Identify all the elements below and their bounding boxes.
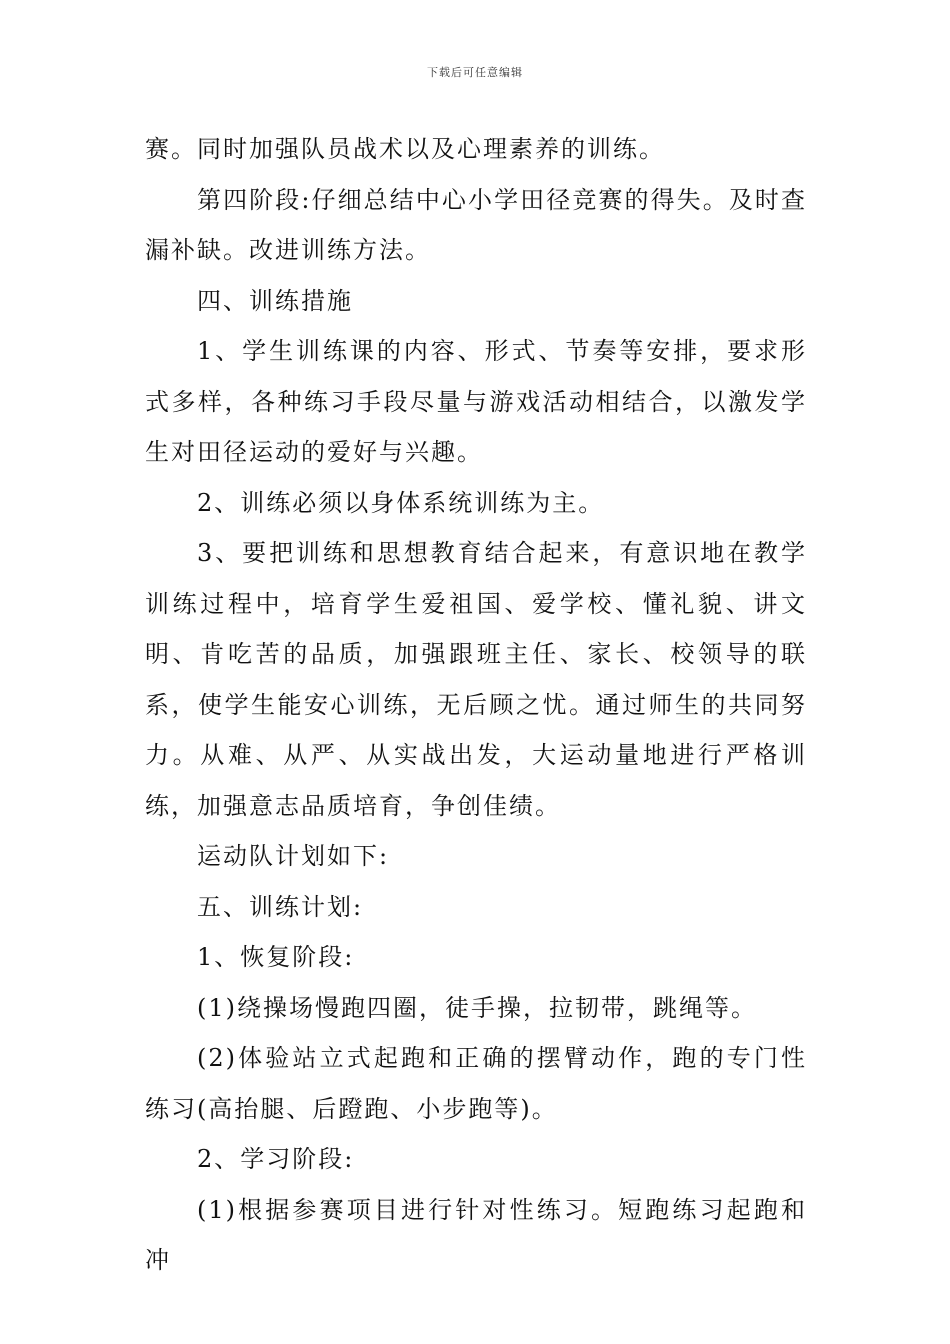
list-item-learning-1: (1)根据参赛项目进行针对性练习。短跑练习起跑和冲: [145, 1195, 807, 1274]
section-heading-training-plan: 五、训练计划:: [197, 892, 364, 921]
header-note: 下载后可任意编辑: [427, 66, 523, 79]
list-item-recovery-1: (1)绕操场慢跑四圈，徒手操，拉韧带，跳绳等。: [197, 993, 757, 1022]
paragraph-measure-2: 2、训练必须以身体系统训练为主。: [197, 488, 605, 517]
paragraph-plan-intro: 运动队计划如下:: [197, 842, 390, 870]
subheading-learning-stage: 2、学习阶段:: [197, 1145, 355, 1173]
paragraph-measure-1: 1、学生训练课的内容、形式、节奏等安排，要求形式多样，各种练习手段尽量与游戏活动相结合，以激发学生对田径运动的爱好与兴趣。: [145, 337, 807, 466]
paragraph-measure-3: 3、要把训练和思想教育结合起来，有意识地在教学训练过程中，培育学生爱祖国、爱学校、懂礼貌、讲文明、肯吃苦的品质，加强跟班主任、家长、校领导的联系，使学生能安心训练，无后顾之忧。通过师生的共同努力。从难、从严、从实战出发，大运动量地进行严格训练，加强意志品质培育，争创佳绩。: [145, 539, 807, 820]
subheading-recovery-stage: 1、恢复阶段:: [197, 943, 355, 971]
section-heading-training-measures: 四、训练措施: [197, 286, 353, 315]
list-item-recovery-2: (2)体验站立式起跑和正确的摆臂动作，跑的专门性练习(高抬腿、后蹬跑、小步跑等)。: [145, 1044, 807, 1123]
document-body: [145, 124, 807, 1286]
paragraph-continuation: 赛。同时加强队员战术以及心理素养的训练。: [145, 135, 665, 163]
paragraph-stage-four: 第四阶段:仔细总结中心小学田径竞赛的得失。及时查漏补缺。改进训练方法。: [145, 185, 807, 264]
